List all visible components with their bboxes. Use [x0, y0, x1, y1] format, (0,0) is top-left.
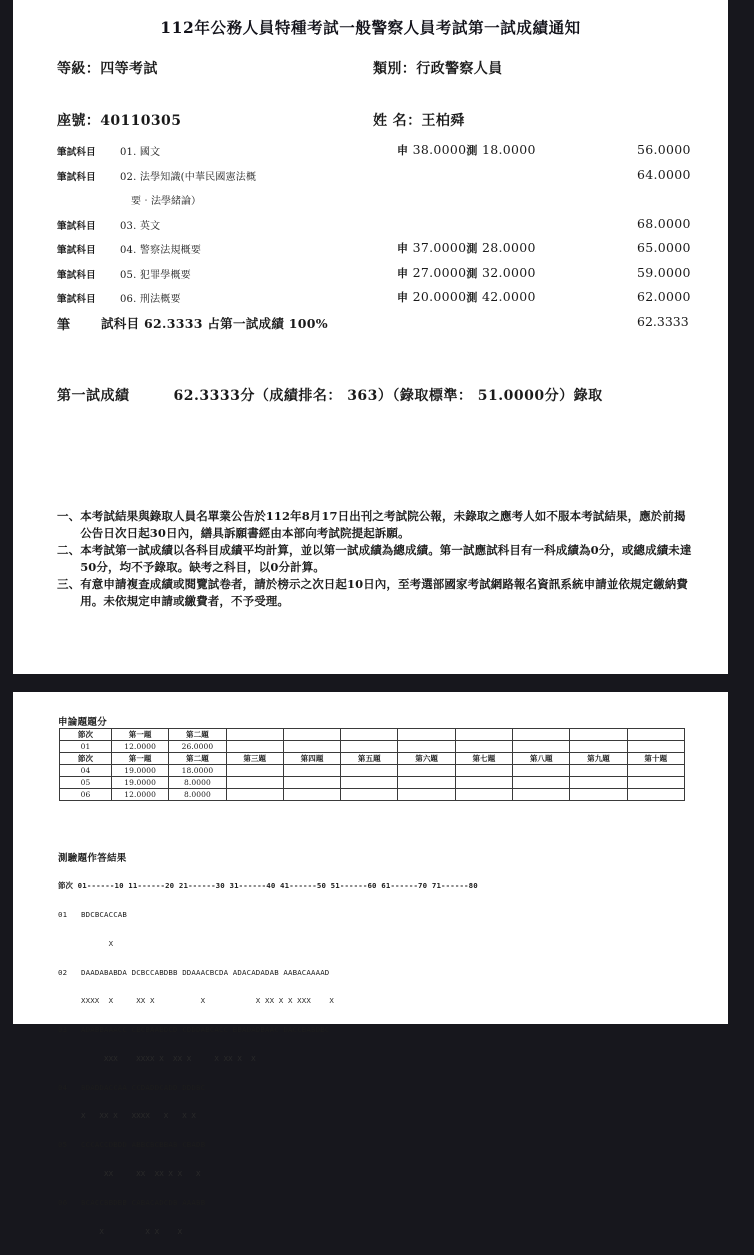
table-cell	[226, 777, 283, 789]
mcq-section: 04	[58, 1082, 68, 1092]
mcq-marks-row	[58, 1111, 478, 1121]
table-cell	[513, 765, 570, 777]
table-cell	[627, 765, 684, 777]
mcq-section: 06	[58, 1197, 68, 1207]
table-cell	[455, 741, 512, 753]
table-cell	[341, 789, 398, 801]
subject-name: 05. 犯罪學概要	[120, 269, 191, 281]
mcq-marks-row	[58, 1227, 478, 1237]
mcq-marks: XXXX X XX X X X XX X X XXX X	[81, 996, 334, 1006]
subject-row	[57, 142, 697, 167]
mcq-marks-row	[58, 1054, 478, 1064]
subject-type-label: 筆試科目	[57, 220, 96, 232]
mcq-score: 32.0000	[481, 264, 536, 280]
subject-name: 01. 國文	[120, 147, 161, 158]
note-body: 有意申請複查成績或閱覽試卷者，請於榜示之次日起10日內，至考選部國家考試網路報名資訊系統申請並依規定繳納費用。未依規定申請或繳費者，不予受理。	[80, 577, 688, 608]
essay-tag: 申	[397, 242, 409, 255]
mcq-answers: BCACCBBDBB CABACADCDB AAABB	[81, 1197, 206, 1207]
table-cell: 12.0000	[112, 789, 169, 801]
mcq-answers: BDADDACCAA CCDADDCADD DDDBC	[81, 1082, 206, 1092]
mcq-row	[58, 968, 478, 978]
table-cell: 04	[60, 765, 112, 777]
mcq-row	[58, 1198, 478, 1208]
table-cell	[455, 777, 512, 789]
mcq-section: 02	[58, 967, 68, 977]
mcq-tag: 測	[466, 242, 478, 255]
page-title: 112年公務人員特種考試一般警察人員考試第一試成績通知	[160, 18, 581, 37]
table-header-cell: 第十題	[627, 753, 684, 765]
note-item	[57, 576, 697, 610]
note-marker: 三、	[57, 577, 81, 591]
essay-scores-table	[59, 728, 685, 801]
table-cell	[283, 741, 340, 753]
final-result-value: 62.3333分（成績排名： 363）（錄取標準： 51.0000分）錄取	[173, 388, 603, 404]
mcq-section: 03	[58, 1025, 68, 1035]
subject-name-continued: 要‧法學緒論）	[131, 196, 201, 207]
table-cell	[455, 765, 512, 777]
subject-score-list	[57, 142, 697, 338]
subject-subscores	[397, 240, 536, 256]
mcq-marks-row	[58, 939, 478, 949]
subject-name: 06. 刑法概要	[120, 294, 181, 305]
subject-row	[57, 167, 697, 192]
field-grade: 等級：四等考試	[57, 61, 158, 77]
table-cell	[341, 729, 398, 741]
table-row	[60, 777, 685, 789]
table-cell: 19.0000	[112, 765, 169, 777]
table-cell	[570, 765, 627, 777]
table-cell: 06	[60, 789, 112, 801]
subject-total: 62.0000	[637, 289, 691, 304]
table-header-cell: 第三題	[226, 753, 283, 765]
table-cell	[513, 789, 570, 801]
mcq-answers: DAADABABDA DCBCCABDBB DDAAACBCDA ADACADADAB AABACAAAAD	[81, 967, 330, 977]
mcq-marks: XX XX XX X X X	[81, 1169, 201, 1178]
note-body: 本考試結果與錄取人員名單業公告於112年8月17日出刊之考試院公報，未錄取之應考人如不服本考試結果，應於前揭公告日次日起30日內，繕具訴願書經由本部向考試院提起訴願。	[80, 509, 686, 540]
mcq-answers: CCCACCDBDD ABBCBCBBAB CBADB	[81, 1140, 206, 1150]
table-cell	[226, 729, 283, 741]
note-item	[57, 508, 697, 542]
table-cell	[627, 741, 684, 753]
table-header-cell: 節次	[60, 729, 112, 741]
table-cell	[513, 777, 570, 789]
document-page-2	[13, 692, 728, 1236]
table-cell	[226, 765, 283, 777]
field-candidate-name: 姓 名：王柏舜	[373, 113, 465, 129]
essay-score: 38.0000	[412, 142, 467, 157]
table-cell	[341, 741, 398, 753]
table-cell	[570, 729, 627, 741]
mcq-row	[58, 910, 478, 920]
subject-type-label: 筆試科目	[57, 269, 96, 281]
table-cell	[283, 789, 340, 801]
table-cell	[341, 777, 398, 789]
mcq-answers: ADABBAAACC CBCBAABDCD CDDDABCACC BBADADBAAC DACCBABDBC	[81, 1025, 330, 1035]
table-header-cell: 第四題	[283, 753, 340, 765]
field-seat-number: 座號：40110305	[57, 113, 182, 129]
subject-total: 64.0000	[637, 166, 691, 182]
subject-type-label: 筆試科目	[57, 245, 96, 256]
mcq-section: 01	[58, 909, 68, 919]
table-header-cell: 第七題	[455, 753, 512, 765]
subject-type-label: 筆試科目	[57, 147, 96, 158]
table-header-cell: 第五題	[341, 753, 398, 765]
subject-total: 56.0000	[637, 142, 691, 157]
table-cell	[283, 729, 340, 741]
mcq-tag: 測	[466, 144, 478, 157]
note-marker: 一、	[57, 509, 81, 523]
subject-total: 59.0000	[637, 264, 691, 280]
table-cell: 18.0000	[169, 765, 226, 777]
table-row	[60, 765, 685, 777]
mcq-row	[58, 1140, 478, 1150]
note-item	[57, 542, 697, 576]
subject-total: 65.0000	[637, 240, 691, 255]
table-header-cell: 第八題	[513, 753, 570, 765]
final-result-line	[57, 385, 603, 405]
document-page-1	[13, 0, 728, 674]
mcq-marks: X	[81, 938, 114, 948]
table-row	[60, 789, 685, 801]
subject-row	[57, 289, 697, 314]
table-cell	[455, 729, 512, 741]
essay-scores-title: 申論題題分	[58, 717, 108, 728]
mcq-marks: X X X X	[81, 1226, 183, 1236]
table-cell: 19.0000	[112, 777, 169, 789]
table-cell	[398, 777, 455, 789]
table-cell	[455, 789, 512, 801]
mcq-tag: 測	[466, 291, 478, 304]
table-cell	[283, 777, 340, 789]
table-cell	[513, 729, 570, 741]
note-marker: 二、	[57, 543, 81, 557]
table-header-cell: 節次	[60, 753, 112, 765]
table-cell	[398, 789, 455, 801]
summary-prefix: 筆	[57, 317, 71, 333]
subject-subscores	[397, 289, 536, 305]
table-cell	[627, 789, 684, 801]
essay-tag: 申	[397, 266, 409, 280]
mcq-answers: BDCBCACCAB	[81, 909, 128, 919]
subject-type-label: 筆試科目	[57, 294, 96, 305]
subject-total: 68.0000	[637, 215, 691, 231]
table-cell: 8.0000	[169, 789, 226, 801]
table-cell	[570, 741, 627, 753]
subject-type-label: 筆試科目	[57, 171, 96, 183]
mcq-ruler: 節次 01------10 11------20 21------30 31------40 41------50 51------60 61------70 71------80	[58, 881, 478, 891]
subject-name: 03. 英文	[120, 220, 161, 232]
field-category: 類別：行政警察人員	[373, 61, 503, 77]
table-cell	[398, 741, 455, 753]
subject-name: 02. 法學知識(中華民國憲法概	[120, 171, 257, 183]
subject-subscores	[397, 265, 536, 281]
mcq-answers-title: 測驗題作答結果	[58, 853, 127, 864]
table-row	[60, 753, 685, 765]
mcq-marks-row	[58, 1169, 478, 1179]
mcq-row	[58, 1083, 478, 1093]
table-header-cell: 第九題	[570, 753, 627, 765]
table-row	[60, 741, 685, 753]
mcq-score: 42.0000	[481, 289, 536, 304]
subject-row	[57, 216, 697, 241]
mcq-marks: XXX XXXX X XX X X XX X X	[81, 1053, 256, 1063]
table-header-cell: 第六題	[398, 753, 455, 765]
table-cell: 26.0000	[169, 741, 226, 753]
essay-score: 27.0000	[412, 264, 467, 280]
table-cell: 01	[60, 741, 112, 753]
note-body: 本考試第一試成績以各科目成績平均計算，並以第一試成績為總成績。第一試應試科目有一科成績為0分，或總成績未達50分，均不予錄取。缺考之科目，以0分計算。	[80, 543, 692, 574]
subject-subscores	[397, 142, 536, 158]
mcq-marks-row	[58, 996, 478, 1006]
subject-summary-row	[57, 314, 697, 338]
table-header-cell: 第二題	[169, 753, 226, 765]
table-cell	[398, 765, 455, 777]
final-result-label: 第一試成績	[57, 388, 130, 404]
summary-text: 試科目 62.3333 占第一試成績 100%	[101, 315, 328, 331]
table-header-cell: 第二題	[169, 729, 226, 741]
essay-score: 20.0000	[412, 289, 467, 304]
essay-tag: 申	[397, 291, 409, 304]
table-cell	[226, 741, 283, 753]
table-cell	[627, 777, 684, 789]
table-cell	[341, 765, 398, 777]
essay-tag: 申	[397, 144, 409, 157]
subject-row	[57, 265, 697, 290]
subject-name: 04. 警察法規概要	[120, 245, 202, 256]
table-header-cell: 第一題	[112, 753, 169, 765]
subject-row	[57, 240, 697, 265]
essay-score: 37.0000	[412, 240, 467, 255]
table-cell	[570, 777, 627, 789]
table-cell	[226, 789, 283, 801]
subject-row-continuation	[57, 191, 697, 216]
table-cell	[398, 729, 455, 741]
table-cell	[513, 741, 570, 753]
mcq-row	[58, 1025, 478, 1035]
mcq-marks: X XX X XXXX X X X	[81, 1111, 196, 1121]
table-row	[60, 729, 685, 741]
table-cell	[283, 765, 340, 777]
summary-total: 62.3333	[637, 313, 689, 329]
table-header-cell: 第一題	[112, 729, 169, 741]
table-cell	[627, 729, 684, 741]
mcq-score: 18.0000	[481, 142, 536, 157]
mcq-section: 05	[58, 1140, 68, 1150]
table-cell	[570, 789, 627, 801]
table-cell: 12.0000	[112, 741, 169, 753]
notes-section	[57, 508, 697, 610]
table-cell: 05	[60, 777, 112, 789]
mcq-tag: 測	[466, 266, 478, 280]
table-cell: 8.0000	[169, 777, 226, 789]
mcq-score: 28.0000	[481, 240, 536, 255]
mcq-answer-block	[58, 862, 478, 1255]
